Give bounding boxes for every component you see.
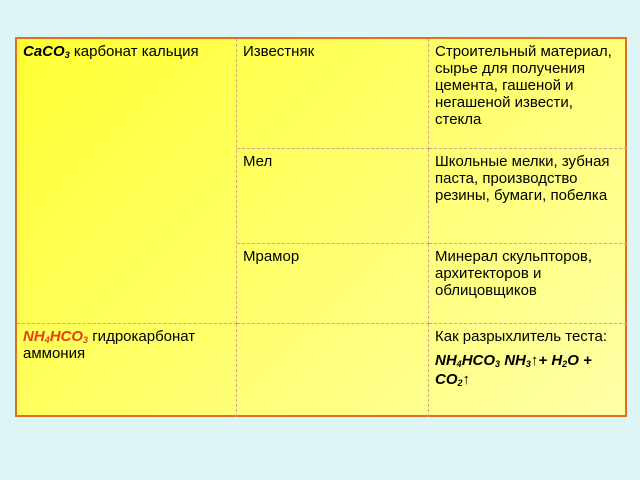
mineral-cell bbox=[237, 39, 429, 149]
use-cell bbox=[429, 244, 627, 324]
mineral-cell bbox=[237, 149, 429, 244]
use-cell bbox=[429, 149, 627, 244]
formula-caco3: CaCO$_3$ bbox=[23, 43, 70, 60]
mineral-name: Известняк bbox=[243, 43, 315, 60]
compound-name: гидрокарбонат аммония bbox=[23, 328, 196, 362]
use-text: Как разрыхлитель теста: bbox=[435, 328, 607, 345]
reaction-equation: $NH_4HCO_3$ $NH_3↑+ H_2O$ + $CO_2↑$ bbox=[435, 352, 592, 388]
use-text: Строительный материал, сырье для получения цемента, гашеной и негашеной извести, стекла bbox=[435, 43, 612, 128]
use-cell bbox=[429, 39, 627, 149]
use-text: Минерал скульпторов, архитекторов и облицовщиков bbox=[435, 248, 593, 299]
mineral-cell bbox=[237, 324, 429, 417]
use-cell bbox=[429, 324, 627, 417]
formula-nh4hco3: $NH_4HCO_3$ bbox=[23, 328, 89, 345]
compound-cell-caco3 bbox=[17, 39, 237, 324]
mineral-name: Мел bbox=[243, 153, 273, 170]
mineral-cell bbox=[237, 244, 429, 324]
use-text: Школьные мелки, зубная паста, производство резины, бумаги, побелка bbox=[435, 153, 610, 204]
compound-name: карбонат кальция bbox=[69, 43, 199, 60]
compound-cell-nh4hco3 bbox=[17, 324, 237, 417]
table-slide bbox=[15, 37, 627, 417]
mineral-name: Мрамор bbox=[243, 248, 300, 265]
